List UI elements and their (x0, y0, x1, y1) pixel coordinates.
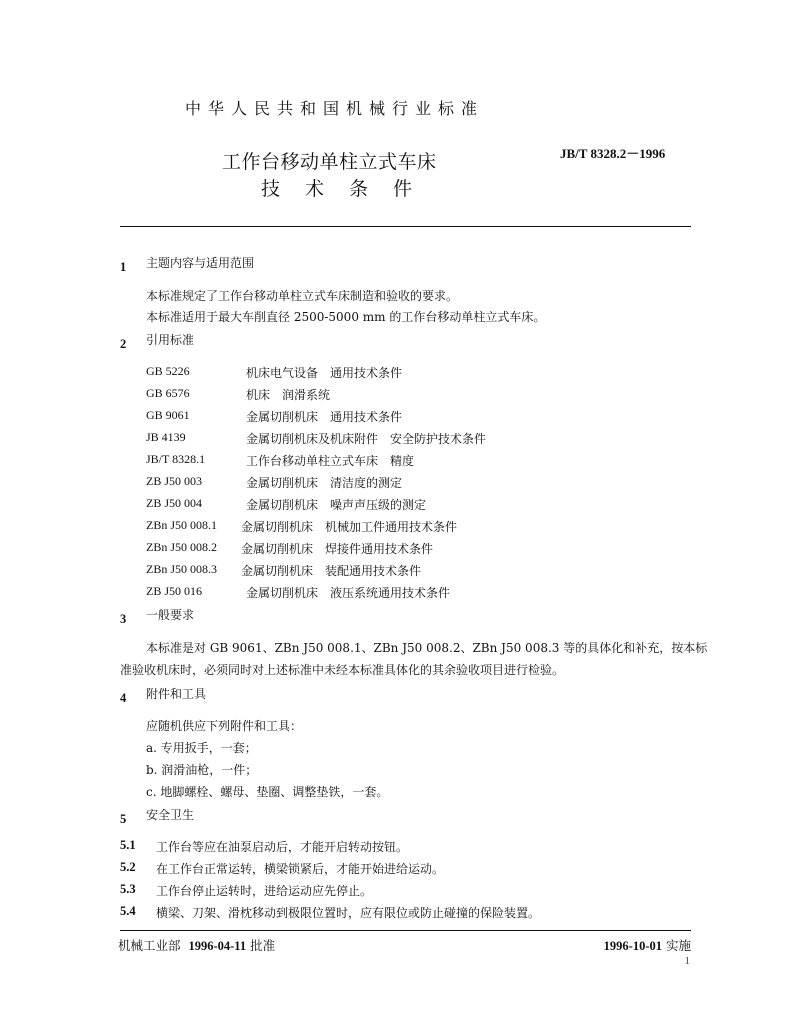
clause-number: 5.2 (120, 860, 136, 874)
section-4-heading (120, 687, 207, 706)
reference-title: 机床 润滑系统 (246, 388, 331, 402)
reference-code: JB 4139 (146, 430, 186, 444)
reference-code: ZBn J50 008.1 (146, 518, 218, 532)
section-number: 3 (120, 612, 127, 626)
clause-number: 5.4 (120, 904, 136, 918)
reference-code: ZB J50 003 (146, 474, 203, 488)
paragraph: 本标准适用于最大车削直径 2500-5000 mm 的工作台移动单柱立式车床。 (146, 310, 546, 324)
reference-title: 金属切削机床 液压系统通用技术条件 (246, 586, 451, 600)
section-number: 5 (120, 812, 127, 826)
effective-label: 实施 (665, 938, 691, 953)
clause-text: 横梁、刀架、滑枕移动到极限位置时，应有限位或防止碰撞的保险装置。 (156, 906, 541, 920)
effective-info (604, 936, 691, 954)
clause-text: 工作台停止运转时，进给运动应先停止。 (156, 884, 373, 898)
reference-title: 机床电气设备 通用技术条件 (246, 366, 403, 380)
reference-title: 金属切削机床 清洁度的测定 (246, 476, 403, 490)
reference-code: ZBn J50 008.2 (146, 540, 218, 554)
standard-number: JB/T 8328.2－1996 (560, 146, 666, 161)
list-item: c. 地脚螺栓、螺母、垫圈、调整垫铁，一套。 (146, 785, 389, 799)
reference-code: ZBn J50 008.3 (146, 562, 218, 576)
reference-title: 金属切削机床 焊接件通用技术条件 (241, 542, 434, 556)
section-number: 2 (120, 337, 127, 351)
section-1-heading (120, 256, 255, 275)
clause-text: 工作台等应在油泵启动后，才能开启转动按钮。 (156, 840, 409, 854)
list-item: a. 专用扳手，一套； (146, 741, 257, 755)
footer-divider (120, 930, 691, 931)
reference-code: ZB J50 016 (146, 584, 203, 598)
reference-title: 金属切削机床 装配通用技术条件 (241, 564, 422, 578)
paragraph-continuation: 准验收机床时，必须同时对上述标准中未经本标准具体化的其余验收项目进行检验。 (120, 663, 565, 677)
approver: 机械工业部 (118, 938, 181, 953)
document-title: 工作台移动单柱立式车床 (222, 151, 437, 173)
section-title: 一般要求 (146, 608, 195, 622)
paragraph: 本标准是对 GB 9061、ZBn J50 008.1、ZBn J50 008.2、ZBn J50 008.3 等的具体化和补充，按本标 (146, 641, 708, 655)
list-item: b. 润滑油枪，一件； (146, 763, 258, 777)
section-number: 4 (120, 691, 127, 705)
reference-title: 金属切削机床 噪声声压级的测定 (246, 498, 427, 512)
header-divider (120, 226, 691, 227)
approval-info (118, 936, 275, 954)
reference-code: GB 9061 (146, 408, 190, 422)
reference-title: 工作台移动单柱立式车床 精度 (246, 454, 415, 468)
reference-code: ZB J50 004 (146, 496, 203, 510)
section-2-heading (120, 333, 195, 352)
paragraph: 本标准规定了工作台移动单柱立式车床制造和验收的要求。 (146, 289, 459, 303)
approve-label: 批准 (250, 938, 276, 953)
reference-code: GB 6576 (146, 386, 190, 400)
clause-number: 5.3 (120, 882, 136, 896)
paragraph: 应随机供应下列附件和工具： (146, 719, 303, 733)
clause-number: 5.1 (120, 838, 136, 852)
section-3-heading (120, 608, 195, 627)
section-title: 安全卫生 (146, 808, 195, 822)
approve-date: 1996-04-11 (188, 939, 247, 953)
section-title: 主题内容与适用范围 (146, 256, 255, 270)
clause-text: 在工作台正常运转，横梁锁紧后，才能开始进给运动。 (156, 862, 445, 876)
section-5-heading (120, 808, 195, 827)
page-number: 1 (684, 955, 690, 967)
section-title: 附件和工具 (146, 687, 207, 701)
document-subtitle: 技术条件 (261, 178, 438, 200)
reference-title: 金属切削机床及机床附件 安全防护技术条件 (246, 432, 487, 446)
section-title: 引用标准 (146, 333, 195, 347)
effective-date: 1996-10-01 (603, 939, 662, 953)
reference-code: JB/T 8328.1 (146, 452, 206, 466)
reference-title: 金属切削机床 通用技术条件 (246, 410, 403, 424)
reference-title: 金属切削机床 机械加工件通用技术条件 (241, 520, 458, 534)
reference-code: GB 5226 (146, 364, 190, 378)
section-number: 1 (120, 260, 127, 274)
national-standard-heading: 中华人民共和国机械行业标准 (185, 99, 485, 118)
